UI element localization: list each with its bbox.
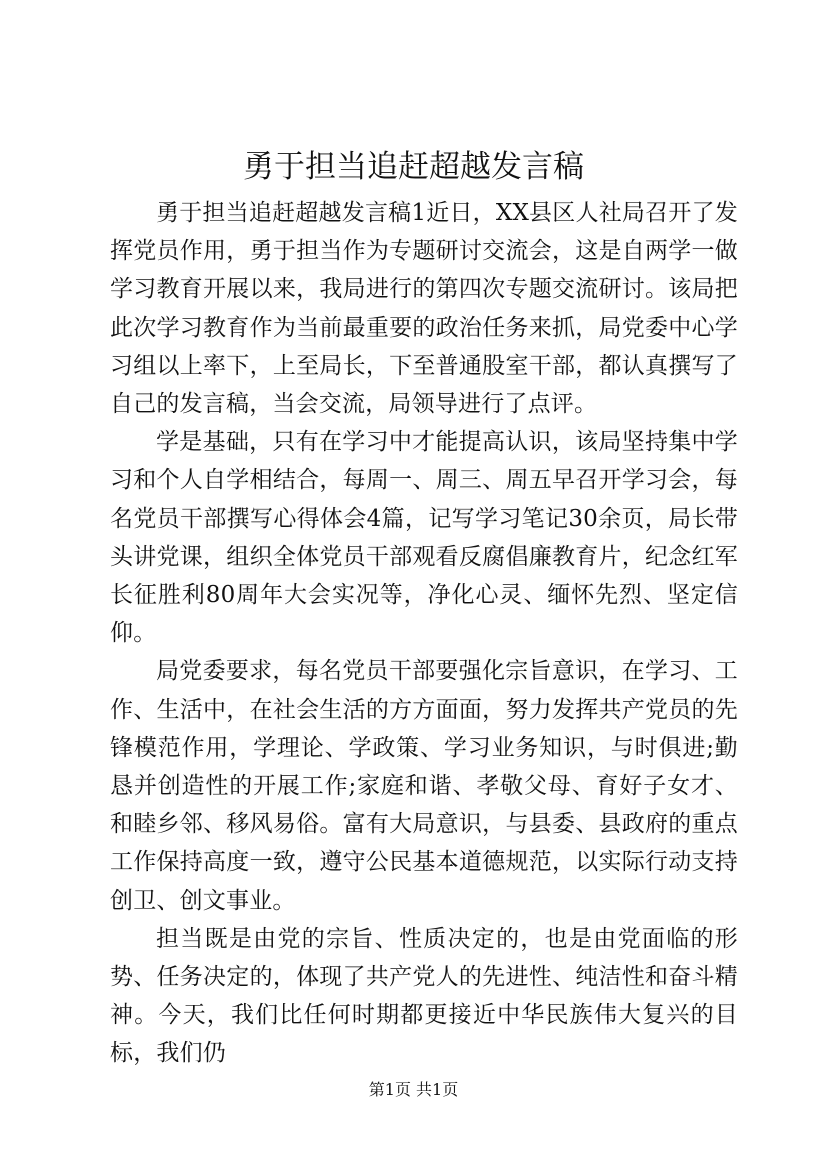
paragraph-1: 勇于担当追赶超越发言稿1近日，XX县区人社局召开了发挥党员作用，勇于担当作为专题研讨交流会，这是自两学一做学习教育开展以来，我局进行的第四次专题交流研讨。该局把此次学习教育作为当前最重要的政治任务来抓，局党委中心学习组以上率下，上至局长，下至普通股室干部，都认真撰写了自己的发言稿，当会交流，局领导进行了点评。	[110, 200, 738, 418]
document-title: 勇于担当追赶超越发言稿	[243, 149, 584, 185]
page-footer: 第1页 共1页	[368, 1080, 459, 1099]
paragraph-3: 局党委要求，每名党员干部要强化宗旨意识，在学习、工作、生活中，在社会生活的方方面面，努力发挥共产党员的先锋模范作用，学理论、学政策、学习业务知识，与时俱进;勤恳并创造性的开展工作;家庭和谐、孝敬父母、育好子女才、和睦乡邻、移风易俗。富有大局意识，与县委、县政府的重点工作保持高度一致，遵守公民基本道德规范，以实际行动支持创卫、创文事业。	[110, 658, 738, 914]
paragraph-2: 学是基础，只有在学习中才能提高认识，该局坚持集中学习和个人自学相结合，每周一、周三、周五早召开学习会，每名党员干部撰写心得体会4篇，记写学习笔记30余页，局长带头讲党课，组织全体党员干部观看反腐倡廉教育片，纪念红军长征胜利80周年大会实况等，净化心灵、缅怀先烈、坚定信仰。	[110, 429, 738, 647]
paragraph-4: 担当既是由党的宗旨、性质决定的，也是由党面临的形势、任务决定的，体现了共产党人的先进性、纯洁性和奋斗精神。今天，我们比任何时期都更接近中华民族伟大复兴的目标，我们仍	[110, 925, 738, 1067]
document-body	[110, 194, 738, 1073]
